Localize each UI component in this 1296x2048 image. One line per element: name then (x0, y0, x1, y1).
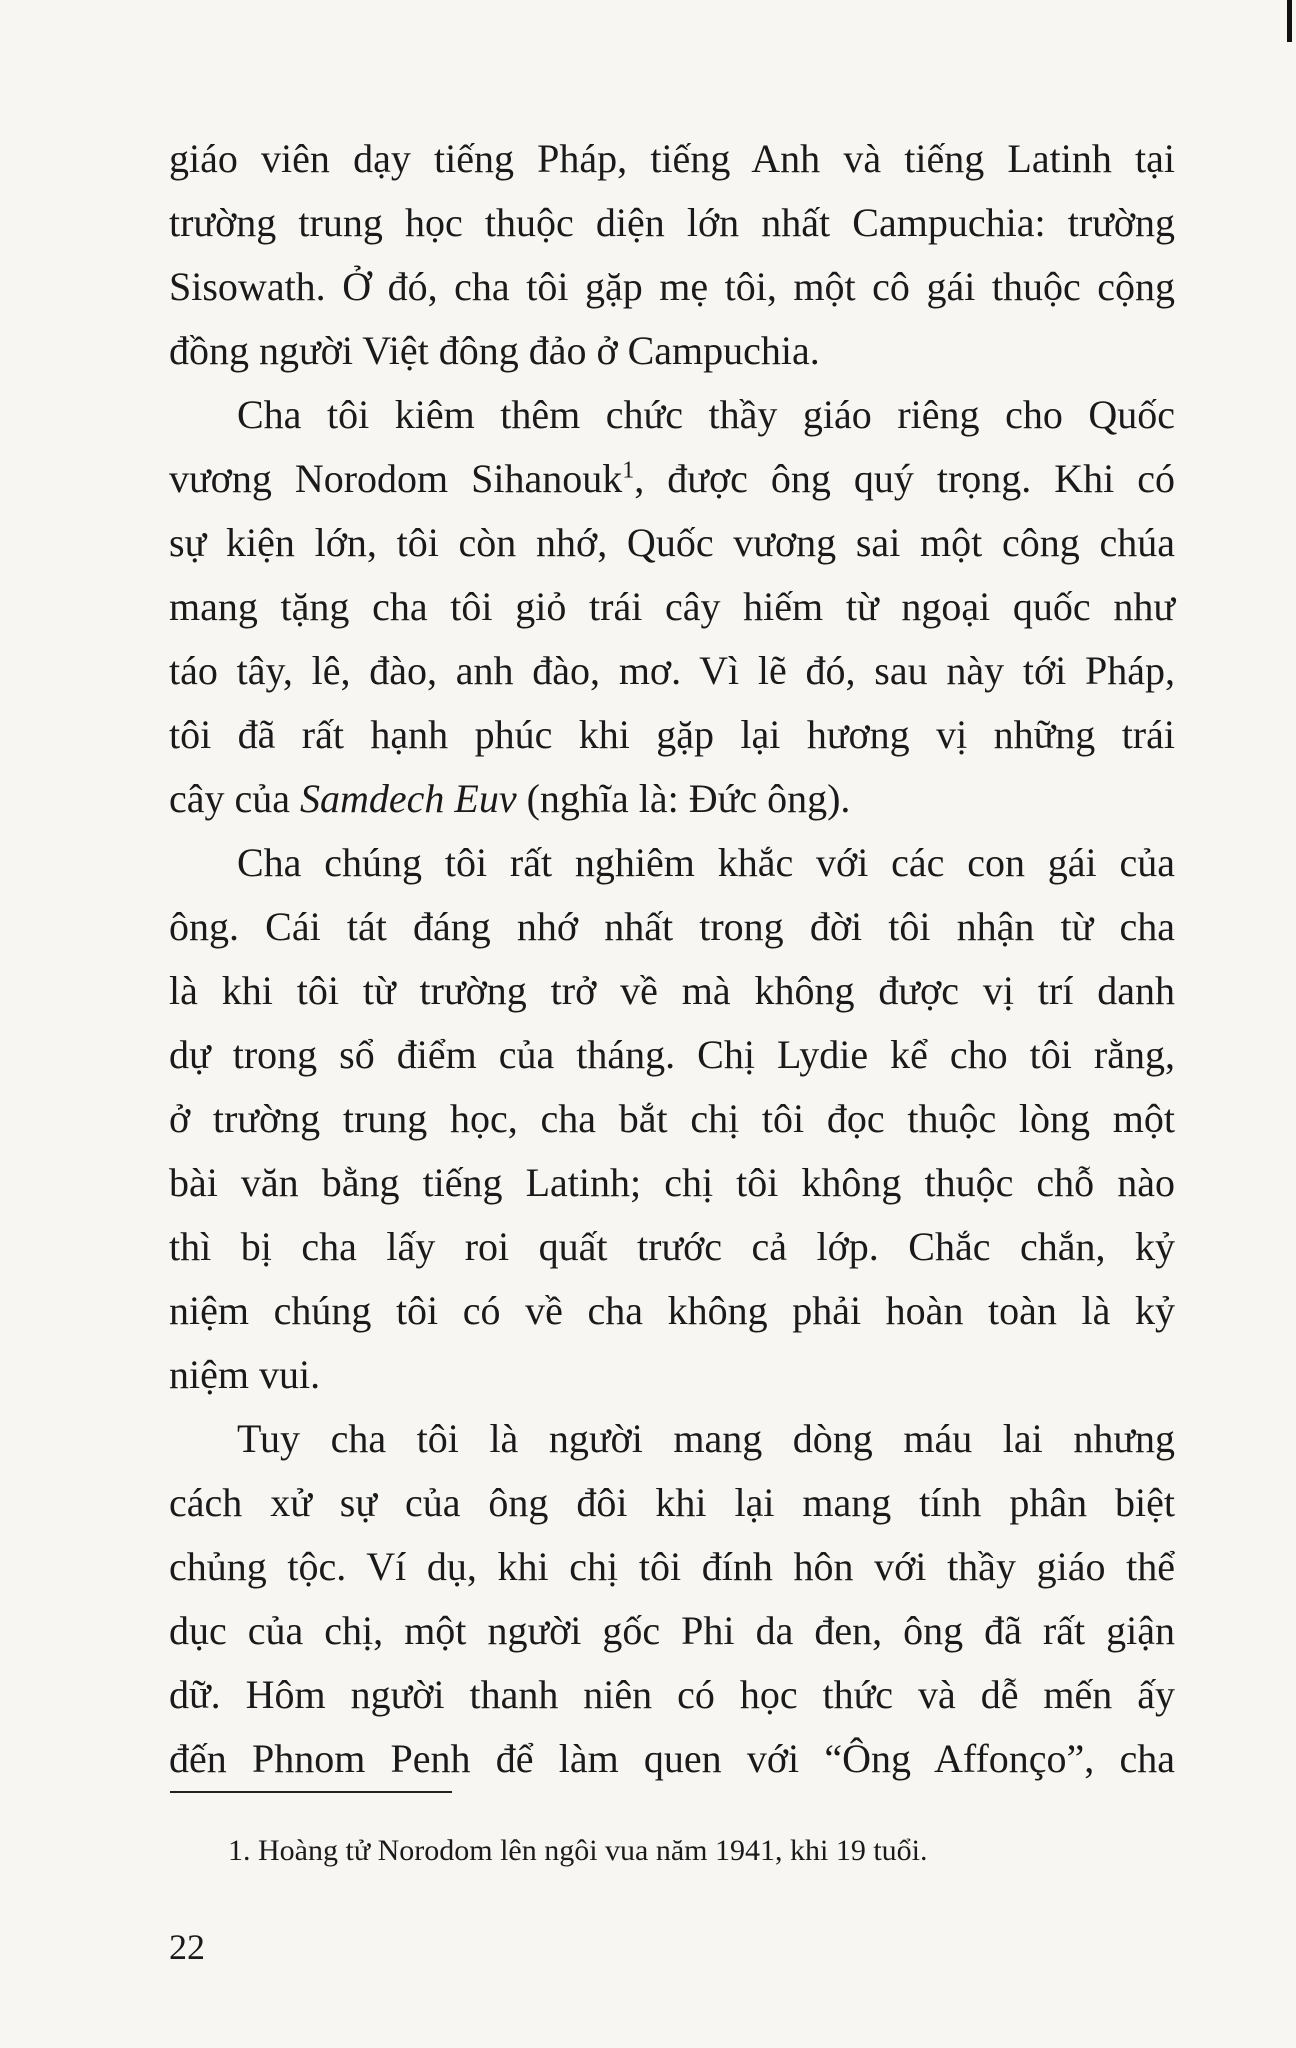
text-segment: , được ông quý trọng. Khi có (634, 456, 1176, 501)
text-line: ông. Cái tát đáng nhớ nhất trong đời tôi nhận từ cha (169, 904, 1175, 949)
text-line: đến Phnom Penh để làm quen với “Ông Affonço”, cha (169, 1736, 1175, 1781)
text-line: tôi đã rất hạnh phúc khi gặp lại hương vị những trái (169, 712, 1175, 757)
text-line: mang tặng cha tôi giỏ trái cây hiếm từ ngoại quốc như (169, 584, 1175, 629)
text-line: cách xử sự của ông đôi khi lại mang tính phân biệt (169, 1480, 1175, 1525)
text-line: ở trường trung học, cha bắt chị tôi đọc thuộc lòng một (169, 1096, 1175, 1141)
text-line: sự kiện lớn, tôi còn nhớ, Quốc vương sai một công chúa (169, 520, 1175, 565)
page-number: 22 (169, 1927, 205, 1967)
footnote-ref: 1 (622, 457, 635, 484)
text-segment: cây của (169, 776, 301, 821)
text-line: dục của chị, một người gốc Phi da đen, ông đã rất giận (169, 1608, 1175, 1653)
text-line: Cha tôi kiêm thêm chức thầy giáo riêng cho Quốc (237, 392, 1175, 437)
text-line: táo tây, lê, đào, anh đào, mơ. Vì lẽ đó, sau này tới Pháp, (169, 648, 1175, 693)
text-line: chủng tộc. Ví dụ, khi chị tôi đính hôn với thầy giáo thể (169, 1544, 1175, 1589)
text-line: giáo viên dạy tiếng Pháp, tiếng Anh và tiếng Latinh tại (169, 136, 1175, 181)
text-line: bài văn bằng tiếng Latinh; chị tôi không thuộc chỗ nào (169, 1160, 1175, 1205)
text-line: trường trung học thuộc diện lớn nhất Campuchia: trường (169, 200, 1175, 245)
page-edge-mark (1287, 0, 1292, 42)
text-line: Cha chúng tôi rất nghiêm khắc với các con gái của (237, 840, 1175, 885)
text-segment: (nghĩa là: Đức ông). (516, 776, 851, 821)
paragraph-1 (169, 127, 1175, 383)
text-line (169, 447, 1175, 511)
body-text (169, 127, 1175, 1791)
text-line (169, 767, 1175, 831)
paragraph-4 (169, 1407, 1175, 1791)
text-line: là khi tôi từ trường trở về mà không được vị trí danh (169, 968, 1175, 1013)
text-line: dự trong sổ điểm của tháng. Chị Lydie kể cho tôi rằng, (169, 1032, 1175, 1077)
text-line: niệm chúng tôi có về cha không phải hoàn toàn là kỷ (169, 1288, 1175, 1333)
text-line: thì bị cha lấy roi quất trước cả lớp. Chắc chắn, kỷ (169, 1224, 1175, 1269)
text-line: Sisowath. Ở đó, cha tôi gặp mẹ tôi, một cô gái thuộc cộng (169, 264, 1175, 309)
text-line: đồng người Việt đông đảo ở Campuchia. (169, 328, 820, 373)
paragraph-3 (169, 831, 1175, 1407)
text-line: Tuy cha tôi là người mang dòng máu lai nhưng (237, 1416, 1175, 1461)
italic-term: Samdech Euv (300, 776, 517, 821)
footnote-divider (170, 1791, 452, 1793)
paragraph-2 (169, 383, 1175, 831)
footnote: 1. Hoàng tử Norodom lên ngôi vua năm 1941, khi 19 tuổi. (228, 1834, 928, 1867)
text-line: niệm vui. (169, 1352, 321, 1397)
text-segment: vương Norodom Sihanouk (169, 456, 623, 501)
text-line: dữ. Hôm người thanh niên có học thức và dễ mến ấy (169, 1672, 1175, 1717)
